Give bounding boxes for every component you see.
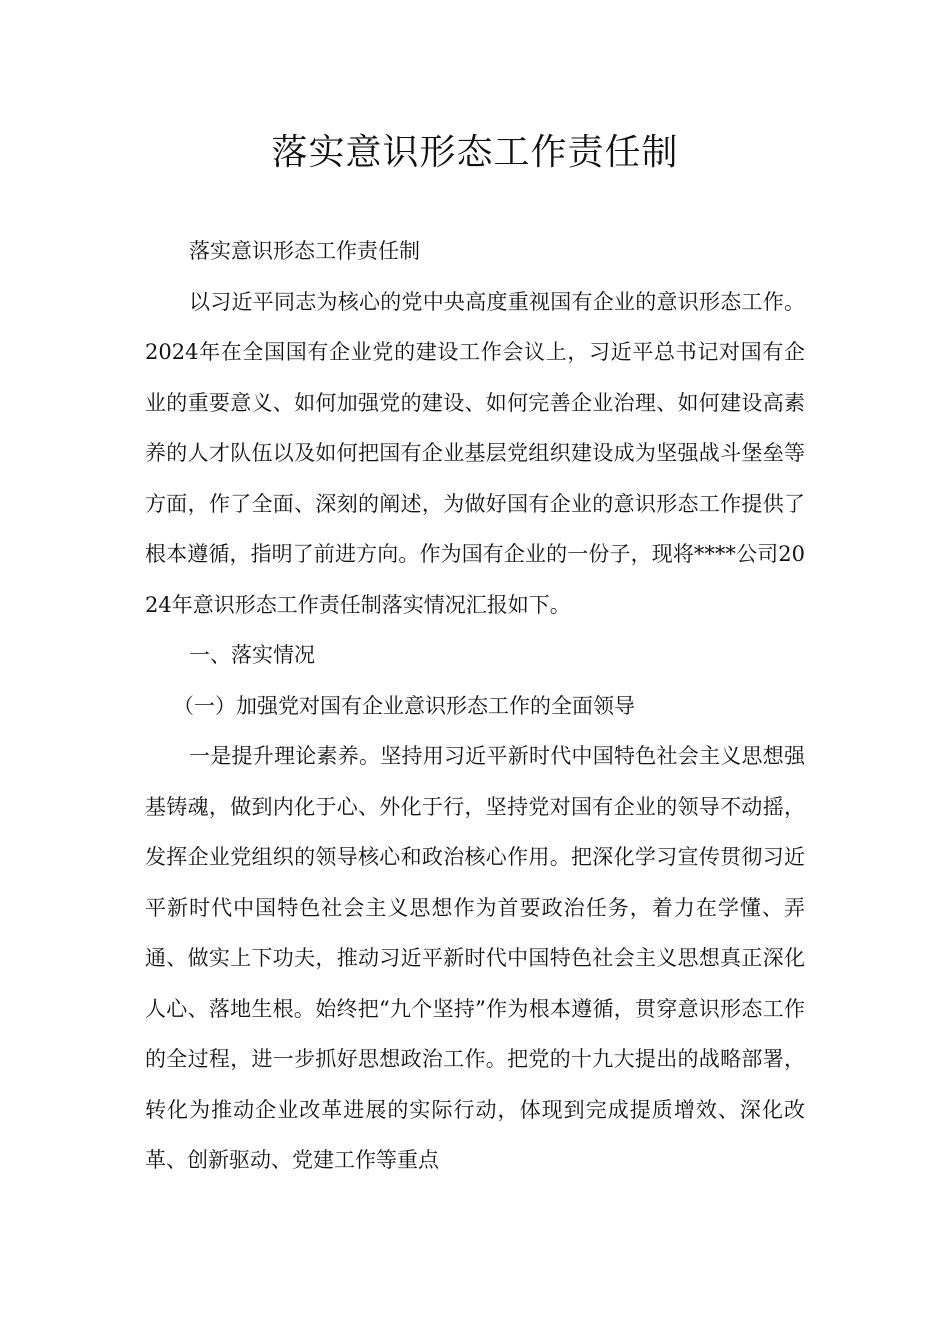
section-heading: 一、落实情况	[189, 643, 315, 667]
document-body	[145, 226, 805, 1186]
subsection-heading: （一）加强党对国有企业意识形态工作的全面领导	[173, 693, 635, 718]
body-paragraph: 一是提升理论素养。坚持用习近平新时代中国特色社会主义思想强基铸魂，做到内化于心、外化于行，坚持党对国有企业的领导不动摇，发挥企业党组织的领导核心和政治核心作用。把深化学习宣传贯彻习近平新时代中国特色社会主义思想作为首要政治任务，着力在学懂、弄通、做实上下功夫，推动习近平新时代中国特色社会主义思想真正深化人心、落地生根。始终把“九个坚持”作为根本遵循，贯穿意识形态工作的全过程，进一步抓好思想政治工作。把党的十九大提出的战略部署，转化为推动企业改革进展的实际行动，体现到完成提质增效、深化改革、创新驱动、党建工作等重点	[145, 744, 805, 1172]
intro-paragraph: 以习近平同志为核心的党中央高度重视国有企业的意识形态工作。2024年在全国国有企业党的建设工作会议上，习近平总书记对国有企业的重要意义、如何加强党的建设、如何完善企业治理、如何建设高素养的人才队伍以及如何把国有企业基层党组织建设成为坚强战斗堡垒等方面，作了全面、深刻的阐述，为做好国有企业的意识形态工作提供了根本遵循，指明了前进方向。作为国有企业的一份子，现将****公司2024年意识形态工作责任制落实情况汇报如下。	[145, 289, 805, 617]
document-title: 落实意识形态工作责任制	[271, 132, 679, 173]
subtitle-line: 落实意识形态工作责任制	[189, 239, 420, 263]
